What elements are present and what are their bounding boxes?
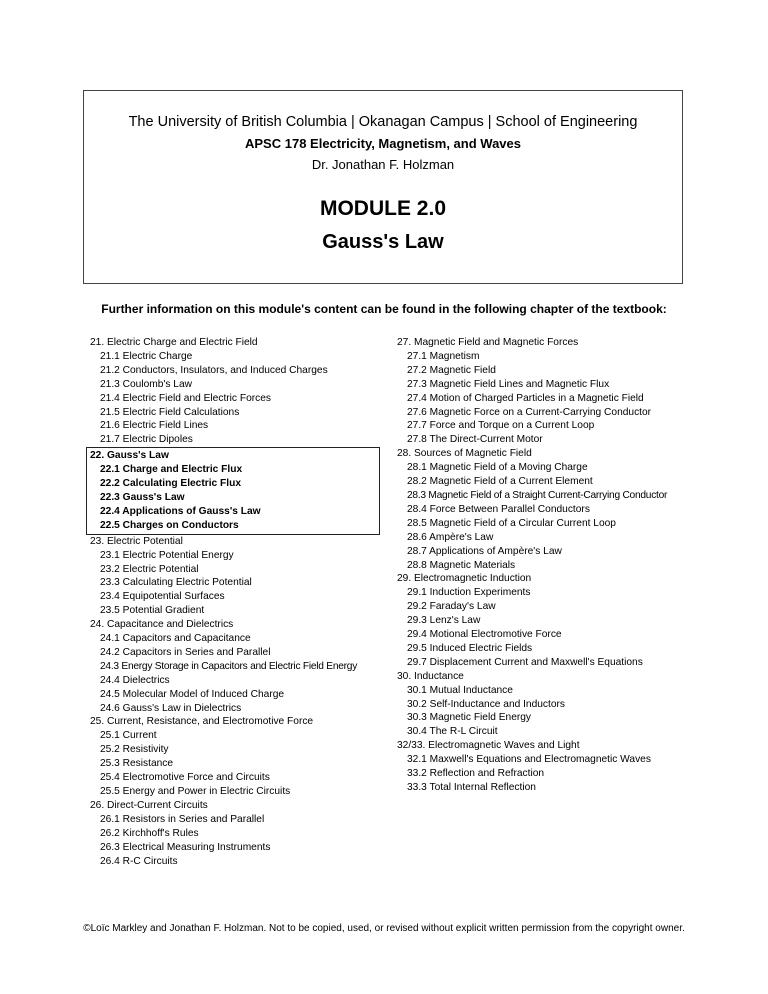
toc-section: 28.5 Magnetic Field of a Circular Current Loop — [407, 517, 616, 529]
intro-text: Further information on this module's content can be found in the following chapter of the textbook: — [101, 302, 667, 316]
toc-section: 27.2 Magnetic Field — [407, 364, 496, 376]
toc-section: 23.2 Electric Potential — [100, 563, 199, 575]
toc-section: 28.2 Magnetic Field of a Current Element — [407, 476, 593, 488]
toc-section: 27.7 Force and Torque on a Current Loop — [407, 420, 595, 432]
copyright-footer: ©Loïc Markley and Jonathan F. Holzman. Not to be copied, used, or revised without explicit written permission from the copyright owner. — [83, 923, 685, 934]
toc-section: 28.6 Ampère's Law — [407, 531, 494, 543]
toc-section: 22.1 Charge and Electric Flux — [100, 464, 243, 476]
toc-section: 23.4 Equipotential Surfaces — [100, 591, 225, 603]
toc-section: 30.4 The R-L Circuit — [407, 726, 498, 738]
toc-section: 25.4 Electromotive Force and Circuits — [100, 772, 270, 784]
module-title: MODULE 2.0 — [319, 197, 447, 220]
toc-section: 32.1 Maxwell's Equations and Electromagnetic Waves — [407, 754, 651, 766]
toc-section: 24.4 Dielectrics — [100, 674, 170, 686]
toc-section: 21.2 Conductors, Insulators, and Induced Charges — [100, 364, 328, 376]
toc-section: 22.4 Applications of Gauss's Law — [100, 505, 261, 517]
toc-section: 25.5 Energy and Power in Electric Circuits — [100, 786, 291, 797]
toc-chapter-27: 27. Magnetic Field and Magnetic Forces — [397, 337, 579, 348]
toc-section: 22.2 Calculating Electric Flux — [100, 478, 241, 490]
toc-section: 21.3 Coulomb's Law — [100, 378, 192, 390]
toc-section: 26.3 Electrical Measuring Instruments — [100, 841, 271, 853]
toc-chapter-26: 26. Direct-Current Circuits — [90, 799, 208, 811]
toc-section: 24.5 Molecular Model of Induced Charge — [100, 688, 285, 700]
toc-section: 24.2 Capacitors in Series and Parallel — [100, 646, 271, 658]
toc-section: 29.3 Lenz's Law — [407, 615, 481, 627]
instructor-name: Dr. Jonathan F. Holzman — [311, 157, 455, 172]
toc-section: 21.7 Electric Dipoles — [100, 434, 193, 446]
toc-chapter-25: 25. Current, Resistance, and Electromotive Force — [90, 716, 314, 728]
toc-chapter-22: 22. Gauss's Law — [90, 450, 169, 462]
toc-section: 30.2 Self-Inductance and Inductors — [407, 698, 566, 710]
toc-section: 21.5 Electric Field Calculations — [100, 406, 240, 418]
toc-section: 21.4 Electric Field and Electric Forces — [100, 392, 271, 404]
toc-section: 26.2 Kirchhoff's Rules — [100, 827, 199, 839]
toc-section: 21.1 Electric Charge — [100, 350, 193, 362]
toc-section: 21.6 Electric Field Lines — [100, 420, 209, 432]
toc-section: 24.6 Gauss's Law in Dielectrics — [100, 702, 242, 714]
header-box — [83, 90, 683, 284]
toc-chapter-28: 28. Sources of Magnetic Field — [397, 448, 532, 460]
university-line: The University of British Columbia | Okanagan Campus | School of Engineering — [128, 114, 638, 130]
toc-section: 27.6 Magnetic Force on a Current-Carrying Conductor — [407, 406, 652, 418]
toc-section: 28.4 Force Between Parallel Conductors — [407, 503, 590, 515]
toc-section: 23.3 Calculating Electric Potential — [100, 577, 252, 589]
toc-section: 28.3 Magnetic Field of a Straight Current-Carrying Conductor — [407, 489, 668, 501]
toc-section: 29.7 Displacement Current and Maxwell's Equations — [407, 656, 643, 668]
toc-section: 24.1 Capacitors and Capacitance — [100, 633, 251, 645]
toc-section: 29.5 Induced Electric Fields — [407, 642, 533, 654]
toc-chapter-32-33: 32/33. Electromagnetic Waves and Light — [397, 740, 580, 752]
toc-section: 26.4 R-C Circuits — [100, 855, 178, 867]
toc-section: 25.3 Resistance — [100, 758, 174, 770]
toc-chapter-30: 30. Inductance — [397, 670, 464, 682]
toc-section: 29.1 Induction Experiments — [407, 587, 531, 599]
course-title: APSC 178 Electricity, Magnetism, and Waves — [245, 136, 521, 151]
toc-section: 27.4 Motion of Charged Particles in a Magnetic Field — [407, 392, 644, 404]
toc-section: 27.8 The Direct-Current Motor — [407, 434, 543, 446]
toc-section: 23.1 Electric Potential Energy — [100, 549, 234, 561]
toc-section: 33.2 Reflection and Refraction — [407, 768, 545, 780]
toc-section: 27.3 Magnetic Field Lines and Magnetic Flux — [407, 378, 610, 390]
toc-section: 28.1 Magnetic Field of a Moving Charge — [407, 462, 588, 474]
toc-right-column — [397, 336, 697, 795]
current-chapter-box — [86, 447, 380, 534]
toc-section: 22.5 Charges on Conductors — [100, 519, 239, 531]
toc-section: 28.8 Magnetic Materials — [407, 559, 516, 571]
toc-section: 26.1 Resistors in Series and Parallel — [100, 813, 265, 825]
module-subtitle: Gauss's Law — [322, 231, 444, 253]
toc-section: 30.3 Magnetic Field Energy — [407, 712, 532, 724]
toc-section: 29.2 Faraday's Law — [407, 601, 496, 613]
toc-section: 30.1 Mutual Inductance — [407, 684, 513, 696]
toc-chapter-21: 21. Electric Charge and Electric Field — [90, 337, 258, 348]
toc-section: 29.4 Motional Electromotive Force — [407, 629, 562, 641]
toc-section: 22.3 Gauss's Law — [100, 491, 185, 503]
toc-section: 25.1 Current — [100, 730, 157, 742]
toc-section: 27.1 Magnetism — [407, 350, 480, 362]
toc-chapter-29: 29. Electromagnetic Induction — [397, 573, 532, 585]
toc-section: 25.2 Resistivity — [100, 744, 169, 756]
toc-left-column — [90, 336, 390, 868]
toc-section: 33.3 Total Internal Reflection — [407, 782, 536, 793]
toc-chapter-24: 24. Capacitance and Dielectrics — [90, 619, 234, 631]
toc-section: 28.7 Applications of Ampère's Law — [407, 545, 562, 557]
toc-chapter-23: 23. Electric Potential — [90, 535, 183, 547]
toc-section: 23.5 Potential Gradient — [100, 605, 205, 617]
toc-section: 24.3 Energy Storage in Capacitors and Electric Field Energy — [100, 660, 358, 672]
